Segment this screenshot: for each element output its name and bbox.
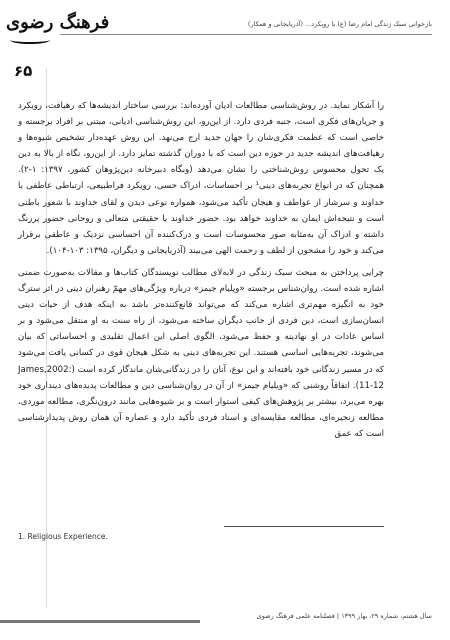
running-title: بازخوانی سبک زندگی امام رضا (ع) با رویکرد... (آذربایجانی و همکار) (247, 20, 432, 28)
paragraph: را آشکار نماید. در روش‌شناسی مطالعات ادیان آورده‌اند: بررسی ساختار اندیشه‌ها که رهیافت، رویکرد و جریان‌های فکری است، جنبه فردی دارد. از این‌رو، این روش‌شناسی ادیانی، مبتنی بر افراد برجسته و خاصی است که عظمت فکری‌شان را جهان جدید ارج می‌نهد. این روش عهده‌دار تشخیص شیوه‌ها و رهیافت‌های اندیشه جدید در حوزه دین است که با دوران گذشته تمایز دارد. از این‌رو، نگاه از بالا به دین یک تحول محسوس روش‌شناختی را نشان می‌دهد (وبگاه دبیرخانه دین‌پژوهان کشور، ۱۳۹۷: ۱-۲). همچنان که در انواع تجربه‌های دینی¹ بر احساسات، ادراک حسی، رویکرد فراطبیعی، ارتباطی عاطفی با خداوند و سرشار از عواطف و هیجان تأکید می‌شود، همواره نوعی دیدن و لقای خداوند با شعور باطنی است و نتیجه‌اش ایمان به خداوند خواهد بود. حضور خداوند یا حقیقتی متعالی و روحانی حضور پررنگ داشته و ادراک آن به‌مثابه صور محسوسات است و درک‌کننده آن احساسی نزدیک و عاطفی برقرار می‌کند و خود را مشحون از لطف و رحمت الهی می‌بیند (آذربایجانی و دیگران، ۱۳۹۵: ۱۰۳-۱۰۴). (18, 101, 384, 256)
logo-swash (10, 36, 50, 44)
page-header (0, 0, 450, 60)
header-rule (60, 34, 432, 35)
footnote: 1. Religious Experience. (18, 532, 108, 541)
footer-bar (0, 620, 200, 623)
page-footer: سال هشتم، شماره ۲۹، بهار ۱۳۹۹ | فصلنامه علمی فرهنگ رضوی (256, 612, 432, 620)
footnote-rule (224, 526, 384, 527)
body-text (18, 98, 384, 448)
paragraph: چرایی پرداختن به مبحث سبک زندگی در لابه‌لای مطالب نویسندگان کتاب‌ها و مقالات به‌صورت ضمنی اشاره شده است. روان‌شناس برجسته «ویلیام جیمز» درباره ویژگی‌های مهمّ رهبران دینی در اثر سترگ خود به انگیزه مهم‌تری اشاره می‌کند که می‌تواند قانع‌کننده‌تر باشد به اینکه هدف از حیات دینی انسان‌سازی است، دین فردی از جانب دیگران ساخته می‌شود، از راه سنت به او منتقل می‌شود و بر اساس عادات در او نهادینه و حفظ می‌شود، الگوی اصلی این اعمال تقلیدی و احساساتی که بیان می‌شوند، تجربه‌هایی اساسی هستند. این تجربه‌های دینی به شکل هیجان قوی در کسانی یافت می‌شود که در مسیر زندگانی خود بافته‌اند و این نوع، آنان را در زندگانی‌شان ماندگار کرده است (James,2002: 11-12). اتفاقاً روشنی که «ویلیام جیمز» از آن در روان‌شناسی دین و مطالعات پدیده‌های دینداری خود بهره می‌برد، بیشتر بر پژوهش‌های کیفی استوار است و بر شیوه‌هایی مانند درون‌نگری، مطالعه موردی، مطالعه زنجیره‌ای، مطالعه مقایسه‌ای و اسناد فردی تأکید دارد و عصاره آن همان روش پدیدارشناسی است که عمق (18, 267, 384, 439)
page-number: ۶۵ (14, 62, 33, 80)
journal-logo: فرهنگ رضوی (6, 12, 110, 33)
